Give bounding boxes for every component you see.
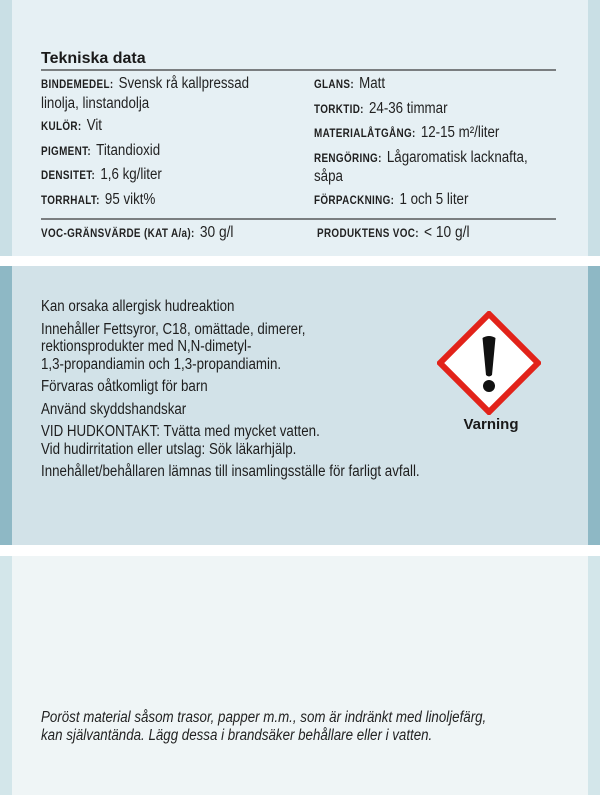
- note-text: Poröst material såsom trasor, papper m.m., som är indränkt med linoljefärg,: [41, 709, 487, 726]
- voc-divider: [41, 218, 556, 220]
- right-edge-strip: [588, 266, 600, 545]
- spec-row-drying-time: [314, 100, 528, 120]
- spec-value: 95 vikt%: [104, 190, 156, 208]
- product-voc-label: PRODUKTENS VOC:: [317, 228, 419, 240]
- hazard-statements: [41, 298, 420, 486]
- hazard-line: [41, 463, 420, 481]
- hazard-text: rektionsprodukter med N,N-dimetyl-: [41, 338, 252, 355]
- spec-label: RENGÖRING:: [314, 152, 382, 165]
- spec-label: FÖRPACKNING:: [314, 194, 395, 207]
- hazard-text: Vid hudirritation eller utslag: Sök läkarhjälp.: [41, 440, 297, 458]
- spec-value-continued: såpa: [314, 168, 343, 185]
- spec-label: DENSITET:: [41, 170, 96, 182]
- hazard-line: [41, 321, 420, 374]
- self-ignition-note-section: [0, 556, 600, 795]
- hazard-text: 1,3-propandiamin och 1,3-propandiamin.: [41, 355, 282, 373]
- signal-word: Varning: [463, 416, 519, 433]
- spec-row-gloss: [314, 75, 528, 95]
- spec-row-coverage: [314, 124, 528, 144]
- spec-value: 1 och 5 liter: [399, 190, 469, 208]
- left-edge-strip: [0, 0, 12, 256]
- section-title: Tekniska data: [41, 50, 146, 67]
- hazard-text: Kan orsaka allergisk hudreaktion: [41, 298, 235, 315]
- spec-row-color: [41, 117, 249, 137]
- spec-row-solids: [41, 191, 249, 211]
- hazard-text: Innehållet/behållaren lämnas till insamlingsställe för farligt avfall.: [41, 463, 420, 480]
- technical-data-section: [0, 0, 600, 256]
- hazard-text: VID HUDKONTAKT: Tvätta med mycket vatten.: [41, 423, 320, 440]
- spec-column-left: [41, 75, 249, 215]
- note-text: kan självantända. Lägg dessa i brandsäker behållare eller i vatten.: [41, 727, 433, 744]
- hazard-text: Förvaras oåtkomligt för barn: [41, 378, 208, 395]
- spec-value: Svensk rå kallpressad: [118, 75, 250, 92]
- spec-row-cleaning: [314, 149, 528, 186]
- spec-value: Vit: [86, 117, 103, 134]
- left-edge-strip: [0, 556, 12, 795]
- hazard-text: Använd skyddshandskar: [41, 400, 187, 418]
- left-edge-strip: [0, 266, 12, 545]
- product-voc-value: < 10 g/l: [424, 224, 470, 241]
- right-edge-strip: [588, 0, 600, 256]
- spec-row-binder: [41, 75, 249, 112]
- hazard-line: [41, 401, 420, 419]
- spec-label: PIGMENT:: [41, 145, 92, 158]
- spec-row-pigment: [41, 142, 249, 162]
- hazard-section: [0, 266, 600, 545]
- voc-limit-label: VOC-GRÄNSVÄRDE (KAT A/a):: [41, 228, 195, 240]
- spec-value: 24-36 timmar: [368, 99, 448, 117]
- spec-value: Matt: [359, 75, 386, 92]
- exclamation-mark-hazard-icon: [437, 311, 541, 415]
- spec-label: TORRHALT:: [41, 194, 100, 207]
- spec-label: GLANS:: [314, 79, 354, 91]
- right-edge-strip: [588, 556, 600, 795]
- hazard-text: Innehåller Fettsyror, C18, omättade, dimerer,: [41, 320, 306, 338]
- spec-value: Lågaromatisk lacknafta,: [386, 148, 528, 166]
- spec-label: TORKTID:: [314, 103, 364, 116]
- spec-column-right: [314, 75, 528, 215]
- voc-limit-value: 30 g/l: [199, 224, 234, 241]
- spec-label: BINDEMEDEL:: [41, 79, 114, 91]
- spec-row-packaging: [314, 191, 528, 211]
- spec-value: 12-15 m²/liter: [420, 124, 500, 141]
- product-voc: [317, 224, 470, 242]
- self-ignition-warning: [41, 709, 486, 745]
- hazard-line: [41, 298, 420, 316]
- spec-value-continued: linolja, linstandolja: [41, 94, 150, 112]
- hazard-line: [41, 423, 420, 458]
- spec-label: MATERIALÅTGÅNG:: [314, 128, 416, 140]
- note-panel: [12, 556, 588, 795]
- spec-value: Titandioxid: [96, 141, 161, 159]
- spec-value: 1,6 kg/liter: [100, 166, 162, 183]
- voc-limit: [41, 224, 233, 242]
- spec-label: KULÖR:: [41, 121, 82, 133]
- spec-row-density: [41, 166, 249, 186]
- hazard-line: [41, 378, 420, 396]
- title-divider: [41, 69, 556, 71]
